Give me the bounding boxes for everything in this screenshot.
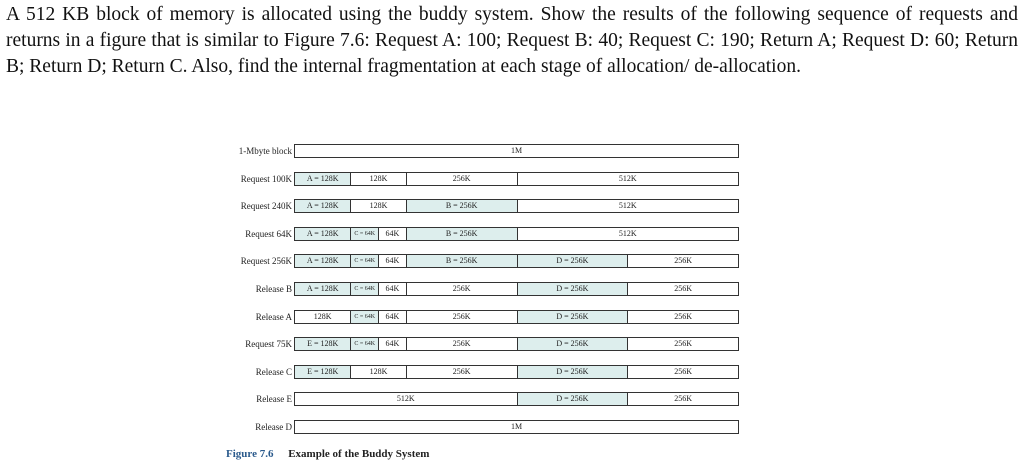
- free-block: 512K: [517, 200, 739, 212]
- figure-title: Example of the Buddy System: [288, 448, 430, 460]
- memory-bar: [294, 144, 739, 158]
- figure-number: Figure 7.6: [226, 448, 274, 460]
- row-label: Request 100K: [240, 173, 292, 184]
- figure-row: [226, 199, 746, 213]
- free-block: 1M: [510, 146, 523, 155]
- free-block: 512K: [517, 173, 739, 185]
- memory-bar: [294, 337, 739, 351]
- allocated-block: B = 256K: [406, 200, 517, 212]
- allocated-block: C = 64K: [350, 228, 378, 240]
- free-block: 512K: [517, 228, 739, 240]
- allocated-block: C = 64K: [350, 338, 378, 350]
- free-block: 256K: [627, 255, 738, 267]
- free-block: 256K: [406, 311, 517, 323]
- memory-bar: [294, 365, 739, 379]
- figure-row: [226, 254, 746, 268]
- free-block: 64K: [378, 255, 406, 267]
- row-label: Release D: [255, 422, 292, 432]
- allocated-block: D = 256K: [517, 283, 628, 295]
- free-block: 512K: [396, 394, 415, 404]
- row-label: Request 75K: [245, 339, 292, 350]
- free-block: 256K: [627, 366, 738, 378]
- question-text: A 512 KB block of memory is allocated using the buddy system. Show the results of the following sequence of requests and returns in a figure that is similar to Figure 7.6: Request A: 100; Request B: 40; Request C: 190; Return A; Request D: 60; Return B; Return D; Return C. Also, find the internal fragmentation at each stage of allocation/ de-allocation.: [6, 4, 1018, 77]
- free-block: 64K: [378, 228, 406, 240]
- free-block: 64K: [378, 311, 406, 323]
- allocated-block: B = 256K: [406, 228, 517, 240]
- memory-bar: [294, 420, 739, 434]
- free-block: 128K: [313, 311, 332, 321]
- figure-row: [226, 282, 746, 296]
- free-block: 64K: [378, 338, 406, 350]
- allocated-block: A = 128K: [295, 173, 350, 185]
- allocated-block: D = 256K: [517, 311, 628, 323]
- allocated-block: B = 256K: [406, 255, 517, 267]
- allocated-block: A = 128K: [295, 200, 350, 212]
- allocated-block: A = 128K: [295, 255, 350, 267]
- figure-row: [226, 227, 746, 241]
- row-label: Request 64K: [245, 228, 292, 239]
- allocated-block: E = 128K: [295, 338, 350, 350]
- figure-row: [226, 337, 746, 351]
- allocated-block: E = 128K: [295, 366, 350, 378]
- memory-bar: [294, 392, 739, 406]
- memory-bar: [294, 199, 739, 213]
- free-block: 256K: [406, 173, 517, 185]
- allocated-block: C = 64K: [350, 283, 378, 295]
- free-block: 256K: [406, 283, 517, 295]
- row-label: Request 256K: [240, 256, 292, 267]
- allocated-block: C = 64K: [350, 311, 378, 323]
- row-label: Release B: [255, 284, 292, 294]
- figure-row: [226, 172, 746, 186]
- row-label: Release C: [255, 366, 292, 377]
- figure-row: [226, 392, 746, 406]
- memory-bar: [294, 227, 739, 241]
- free-block: 128K: [350, 173, 405, 185]
- memory-bar: [294, 172, 739, 186]
- allocated-block: D = 256K: [517, 338, 628, 350]
- free-block: 256K: [627, 311, 738, 323]
- buddy-system-figure: [226, 144, 746, 464]
- row-label: Request 240K: [240, 201, 292, 212]
- row-label: 1-Mbyte block: [238, 146, 292, 156]
- figure-row: [226, 365, 746, 379]
- memory-bar: [294, 310, 739, 324]
- figure-caption: [226, 448, 429, 460]
- allocated-block: D = 256K: [517, 255, 628, 267]
- free-block: 64K: [378, 283, 406, 295]
- free-block: 256K: [627, 283, 738, 295]
- free-block: 256K: [406, 338, 517, 350]
- free-block: 256K: [627, 393, 738, 405]
- allocated-block: C = 64K: [350, 255, 378, 267]
- row-label: Release E: [256, 394, 292, 405]
- allocated-block: D = 256K: [517, 366, 628, 378]
- free-block: 128K: [350, 366, 405, 378]
- memory-bar: [294, 254, 739, 268]
- row-label: Release A: [255, 311, 292, 322]
- allocated-block: A = 128K: [295, 228, 350, 240]
- memory-bar: [294, 282, 739, 296]
- allocated-block: A = 128K: [295, 283, 350, 295]
- free-block: 128K: [350, 200, 405, 212]
- free-block: 1M: [510, 422, 523, 431]
- allocated-block: D = 256K: [517, 393, 628, 405]
- free-block: 256K: [406, 366, 517, 378]
- figure-row: [226, 310, 746, 324]
- figure-row: [226, 420, 746, 434]
- figure-row: [226, 144, 746, 158]
- free-block: 256K: [627, 338, 738, 350]
